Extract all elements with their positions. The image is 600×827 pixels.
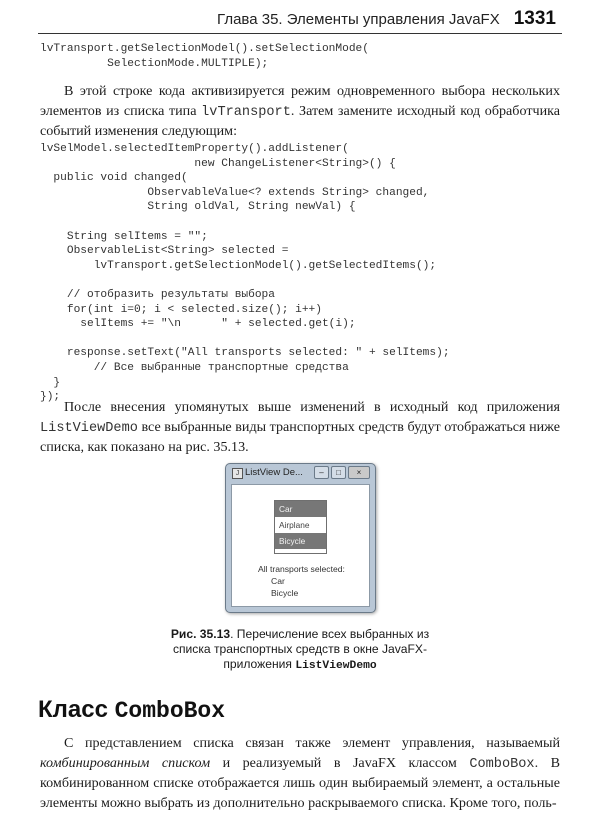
inline-code: ListViewDemo [40, 420, 138, 436]
code-listing-change-listener: lvSelModel.selectedItemProperty().addListener( new ChangeListener<String>() { public void changed( ObservableValue<? extends String> changed, String oldVal, String newVal) { String selItems = ""; ObservableList<String> selected = lvTransport.getSelectionModel().getSelectedItems(); // отобразить результаты выбора for(int i=0; i < selected.size(); i++) selItems += "\n " + selected.get(i); response.setText("All transports selected: " + selItems); // Все выбранные транспортные средства } }); [40, 143, 450, 404]
window-titlebar[interactable] [226, 464, 375, 482]
list-item-car[interactable]: Car [275, 501, 326, 517]
figure-number: Рис. 35.13 [170, 627, 231, 641]
inline-code: ComboBox [469, 756, 535, 772]
minimize-button[interactable]: – [314, 466, 329, 479]
paragraph-multiple-selection [40, 82, 560, 142]
response-label [258, 563, 345, 599]
list-item-airplane[interactable]: Airplane [279, 520, 310, 530]
response-heading: All transports selected: [258, 564, 345, 574]
window-content [231, 484, 370, 607]
inline-code: lvTransport [201, 104, 291, 120]
paragraph-text: После внесения упомянутых выше изменений в исходный код приложения [64, 399, 560, 415]
paragraph-after-changes [40, 398, 560, 458]
window-title: ListView De... [245, 467, 303, 478]
figure-caption [160, 627, 440, 674]
page-number: 1331 [513, 8, 556, 29]
paragraph-text: все выбранные виды транспортных средств будут отображаться ниже списка, как показано на рис. 35.13. [40, 418, 560, 456]
paragraph-text: . В комбинированном списке отображается лишь один выбираемый элемент, а остальные элементы можно выбрать из дополнительно раскрываемого списка. Кроме того, поль- [40, 754, 560, 811]
running-head [217, 8, 556, 30]
close-button[interactable]: × [348, 466, 370, 479]
paragraph-combobox-intro [40, 734, 560, 813]
caption-code: ListViewDemo [295, 660, 377, 672]
window-controls [314, 466, 370, 479]
heading-code: ComboBox [114, 698, 226, 724]
emphasis-term: комбинированным списком [40, 754, 211, 771]
paragraph-text: В этой строке кода активизируется режим одновременного выбора нескольких элементов из списка типа [40, 83, 560, 119]
list-item-bicycle[interactable]: Bicycle [275, 533, 326, 549]
response-item: Car [271, 576, 285, 586]
paragraph-text: . Затем замените исходный код обработчика событий изменения следующим: [40, 102, 560, 140]
listview-demo-window [225, 463, 376, 613]
response-item: Bicycle [271, 588, 299, 598]
chapter-title: Глава 35. Элементы управления JavaFX [217, 11, 500, 28]
transport-listview[interactable] [274, 500, 327, 554]
java-app-icon: J [232, 468, 243, 479]
paragraph-text: С представлением списка связан также элемент управления, называемый [64, 735, 560, 751]
caption-text: . Перечисление всех выбранных из списка транспортных средств в окне JavaFX-приложения [172, 627, 430, 671]
header-rule [38, 33, 562, 34]
heading-prefix: Класс [38, 696, 108, 723]
maximize-button[interactable]: □ [331, 466, 346, 479]
code-listing-selection-mode: lvTransport.getSelectionModel().setSelectionMode( SelectionMode.MULTIPLE); [40, 43, 369, 70]
paragraph-text: и реализуемый в JavaFX классом [222, 754, 457, 771]
section-heading [38, 696, 225, 724]
